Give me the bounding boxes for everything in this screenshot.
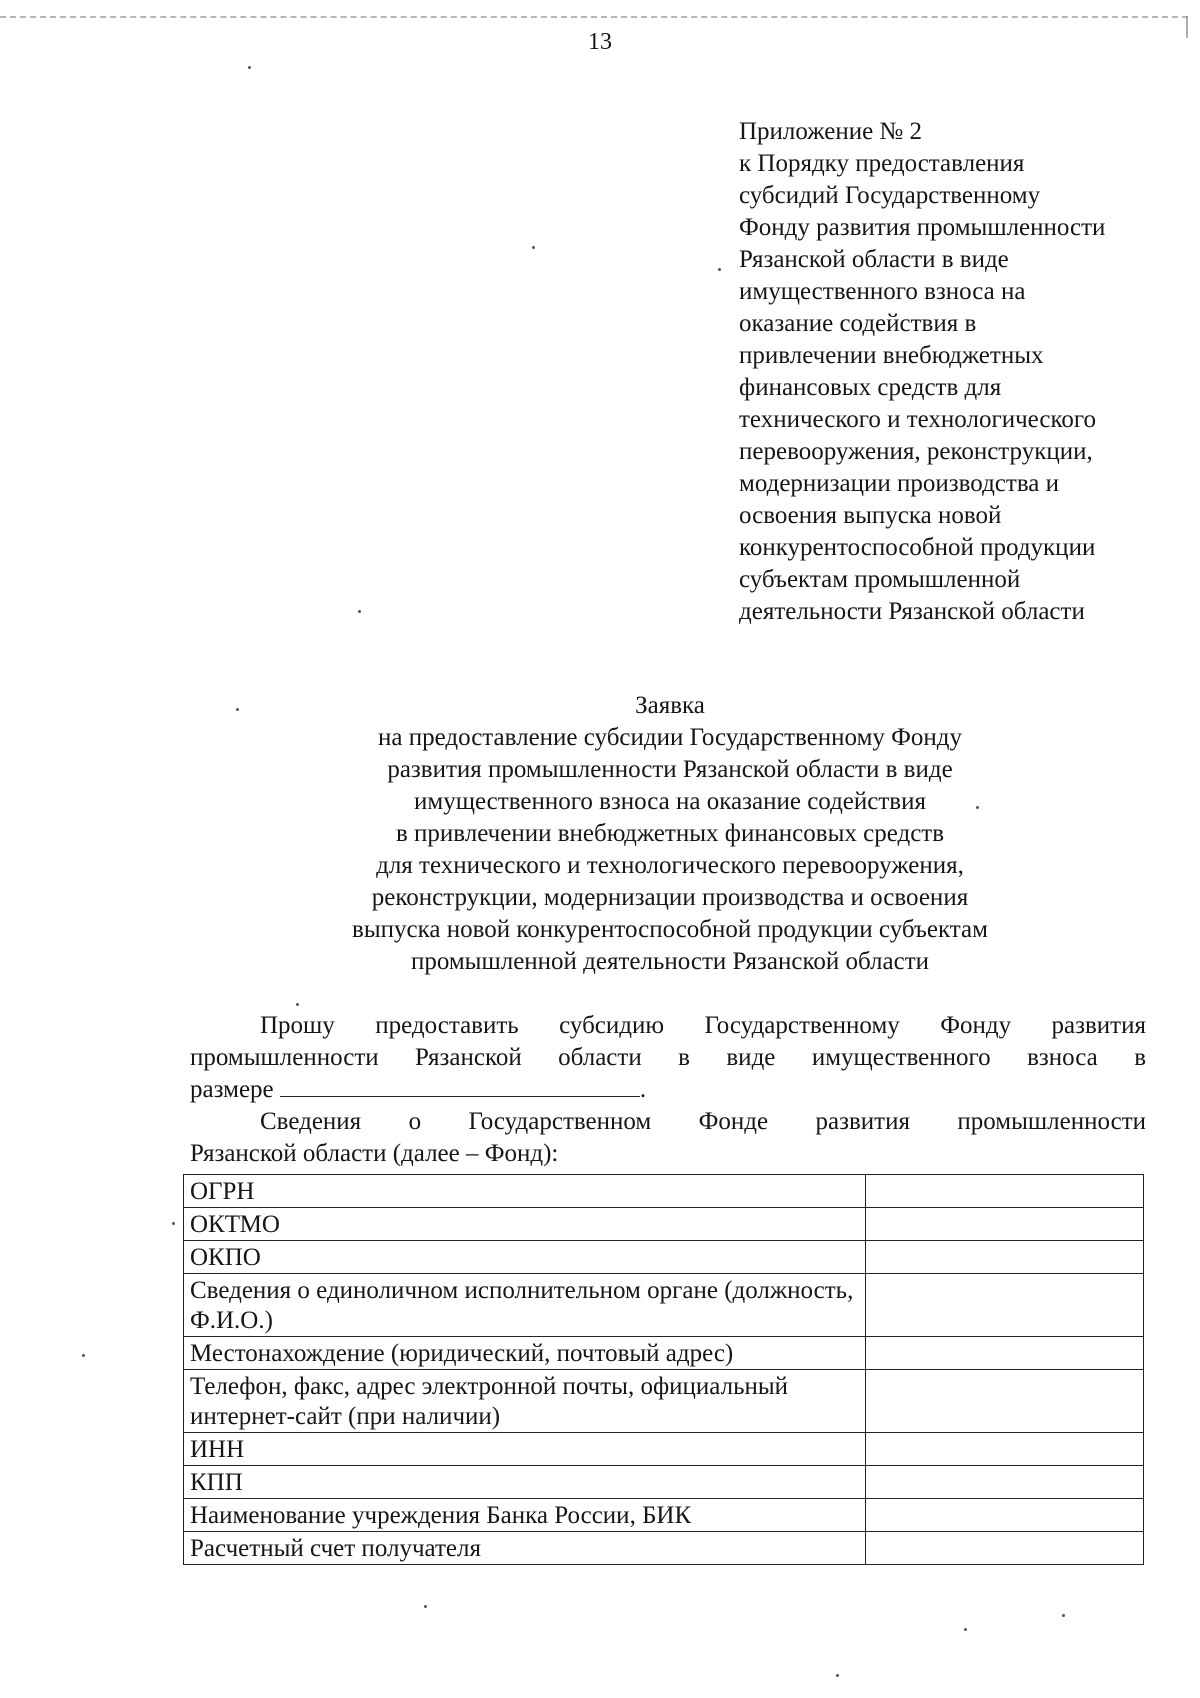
- table-row: [184, 1274, 1144, 1337]
- row-value-cell[interactable]: [866, 1175, 1144, 1208]
- row-value-cell[interactable]: [866, 1466, 1144, 1499]
- scan-speck: [296, 1003, 299, 1006]
- scan-speck: [964, 1628, 967, 1631]
- annex-line: к Порядку предоставления: [739, 150, 1025, 177]
- fund-info-intro: [190, 1106, 1146, 1170]
- annex-line: конкурентоспособной продукции: [739, 534, 1096, 561]
- intro-line: Рязанской области (далее – Фонд):: [190, 1140, 559, 1167]
- amount-blank-field[interactable]: [280, 1074, 640, 1097]
- title-line: в привлечении внебюджетных финансовых средств: [395, 820, 945, 847]
- annex-line: перевооружения, реконструкции,: [739, 438, 1093, 465]
- amount-period: .: [639, 1076, 647, 1103]
- annex-header: [739, 116, 1199, 628]
- table-row: [184, 1532, 1144, 1565]
- title-line: имущественного взноса на оказание содействия: [414, 788, 926, 815]
- table-row: [184, 1499, 1144, 1532]
- amount-label: размере: [190, 1076, 274, 1103]
- page-number: 13: [588, 29, 612, 55]
- scan-speck: [358, 610, 361, 613]
- scan-speck: [532, 246, 535, 249]
- annex-line: освоения выпуска новой: [739, 502, 1002, 529]
- row-value-cell[interactable]: [866, 1337, 1144, 1370]
- annex-line: оказание содействия в: [739, 310, 977, 337]
- row-value-cell[interactable]: [866, 1433, 1144, 1466]
- title-line: на предоставление субсидии Государственному Фонду: [377, 724, 962, 751]
- table-row: [184, 1241, 1144, 1274]
- title-line: промышленной деятельности Рязанской области: [410, 948, 930, 975]
- table-row: [184, 1433, 1144, 1466]
- annex-line: Приложение № 2: [739, 118, 923, 145]
- row-label: ОКПО: [184, 1241, 866, 1274]
- fund-info-table: [183, 1174, 1144, 1565]
- row-value-cell[interactable]: [866, 1532, 1144, 1565]
- scan-speck: [718, 268, 721, 271]
- request-line: промышленности Рязанской области в виде имущественного взноса в: [190, 1044, 1146, 1071]
- scan-edge-line: [0, 16, 1188, 18]
- row-label: ИНН: [184, 1433, 866, 1466]
- intro-line: Сведения о Государственном Фонде развития промышленности: [260, 1108, 1146, 1135]
- annex-line: Рязанской области в виде: [739, 246, 1009, 273]
- scan-speck: [248, 66, 251, 69]
- annex-line: Фонду развития промышленности: [739, 214, 1106, 241]
- row-label: КПП: [184, 1466, 866, 1499]
- table-row: [184, 1370, 1144, 1433]
- table-row: [184, 1337, 1144, 1370]
- scan-speck: [836, 1674, 839, 1677]
- row-label: Сведения о единоличном исполнительном органе (должность, Ф.И.О.): [184, 1274, 866, 1337]
- table-row: [184, 1466, 1144, 1499]
- annex-line: привлечении внебюджетных: [739, 342, 1044, 369]
- row-label: ОКТМО: [184, 1208, 866, 1241]
- title-line: развития промышленности Рязанской области в виде: [387, 756, 953, 783]
- title-line: для технического и технологического перевооружения,: [376, 852, 964, 879]
- table-row: [184, 1208, 1144, 1241]
- amount-line: [190, 1074, 1146, 1106]
- row-label: Наименование учреждения Банка России, БИК: [184, 1499, 866, 1532]
- application-heading: Заявка: [635, 692, 705, 719]
- annex-line: технического и технологического: [739, 406, 1096, 433]
- annex-line: имущественного взноса на: [739, 278, 1026, 305]
- scan-speck: [1062, 1614, 1065, 1617]
- annex-line: субсидий Государственному: [739, 182, 1041, 209]
- annex-line: деятельности Рязанской области: [739, 598, 1085, 625]
- scan-speck: [976, 806, 979, 809]
- annex-line: финансовых средств для: [739, 374, 1002, 401]
- request-paragraph: [190, 1010, 1146, 1106]
- row-value-cell[interactable]: [866, 1274, 1144, 1337]
- row-value-cell[interactable]: [866, 1370, 1144, 1433]
- request-line: Прошу предоставить субсидию Государственному Фонду развития: [260, 1012, 1146, 1039]
- row-label: ОГРН: [184, 1175, 866, 1208]
- scan-speck: [172, 1222, 175, 1225]
- row-value-cell[interactable]: [866, 1499, 1144, 1532]
- row-label: Телефон, факс, адрес электронной почты, официальный интернет-сайт (при наличии): [184, 1370, 866, 1433]
- row-label: Расчетный счет получателя: [184, 1532, 866, 1565]
- scan-speck: [82, 1354, 85, 1357]
- title-line: выпуска новой конкурентоспособной продукции субъектам: [352, 916, 988, 943]
- scan-speck: [236, 708, 239, 711]
- title-line: реконструкции, модернизации производства и освоения: [371, 884, 969, 911]
- annex-line: субъектам промышленной: [739, 566, 1021, 593]
- row-value-cell[interactable]: [866, 1208, 1144, 1241]
- scan-speck: [424, 1605, 427, 1608]
- annex-line: модернизации производства и: [739, 470, 1060, 497]
- row-value-cell[interactable]: [866, 1241, 1144, 1274]
- row-label: Местонахождение (юридический, почтовый адрес): [184, 1337, 866, 1370]
- application-title: [170, 690, 1170, 978]
- table-row: [184, 1175, 1144, 1208]
